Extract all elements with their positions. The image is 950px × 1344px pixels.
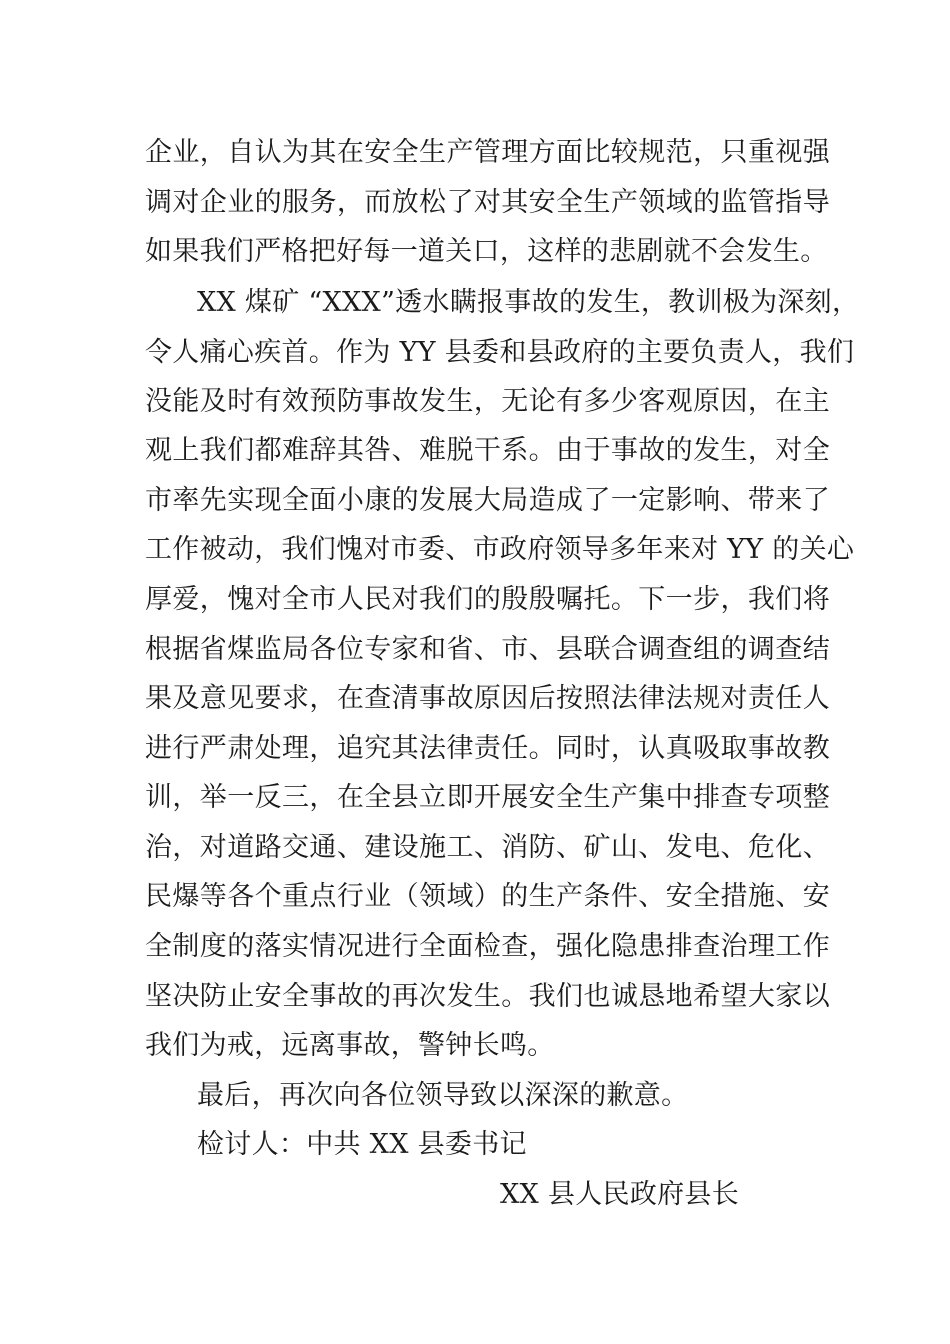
paragraph-line: 治，对道路交通、建设施工、消防、矿山、发电、危化、	[145, 832, 830, 863]
paragraph-line: 根据省煤监局各位专家和省、市、县联合调查组的调查结	[145, 634, 830, 665]
signature-line: 检讨人：中共 XX 县委书记	[197, 1129, 527, 1160]
paragraph-line: XX 煤矿 “XXX”透水瞒报事故的发生，教训极为深刻，	[197, 287, 860, 318]
paragraph-line: 没能及时有效预防事故发生，无论有多少客观原因，在主	[145, 386, 830, 417]
paragraph-line: 民爆等各个重点行业（领域）的生产条件、安全措施、安	[145, 881, 830, 912]
paragraph-line: 观上我们都难辞其咎、难脱干系。由于事故的发生，对全	[145, 435, 830, 466]
paragraph-line: 市率先实现全面小康的发展大局造成了一定影响、带来了	[145, 485, 830, 516]
paragraph-line: 我们为戒，远离事故，警钟长鸣。	[145, 1030, 555, 1061]
paragraph-line: 工作被动，我们愧对市委、市政府领导多年来对 YY 的关心	[145, 534, 855, 565]
paragraph-line: 进行严肃处理，追究其法律责任。同时，认真吸取事故教	[145, 733, 830, 764]
paragraph-line: 调对企业的服务，而放松了对其安全生产领域的监管指导	[145, 187, 830, 218]
paragraph-line: 果及意见要求，在查清事故原因后按照法律法规对责任人	[145, 683, 830, 714]
paragraph-line: 全制度的落实情况进行全面检查，强化隐患排查治理工作	[145, 931, 830, 962]
paragraph-line: 令人痛心疾首。作为 YY 县委和县政府的主要负责人，我们	[145, 337, 855, 368]
paragraph-line: 如果我们严格把好每一道关口，这样的悲剧就不会发生。	[145, 236, 828, 267]
paragraph-line: 训，举一反三，在全县立即开展安全生产集中排查专项整	[145, 782, 830, 813]
paragraph-line: 厚爱，愧对全市人民对我们的殷殷嘱托。下一步，我们将	[145, 584, 830, 615]
signature-line: XX 县人民政府县长	[500, 1179, 740, 1210]
closing-line: 最后，再次向各位领导致以深深的歉意。	[197, 1080, 689, 1111]
paragraph-line: 坚决防止安全事故的再次发生。我们也诚恳地希望大家以	[145, 981, 830, 1012]
paragraph-line: 企业，自认为其在安全生产管理方面比较规范，只重视强	[145, 137, 830, 168]
